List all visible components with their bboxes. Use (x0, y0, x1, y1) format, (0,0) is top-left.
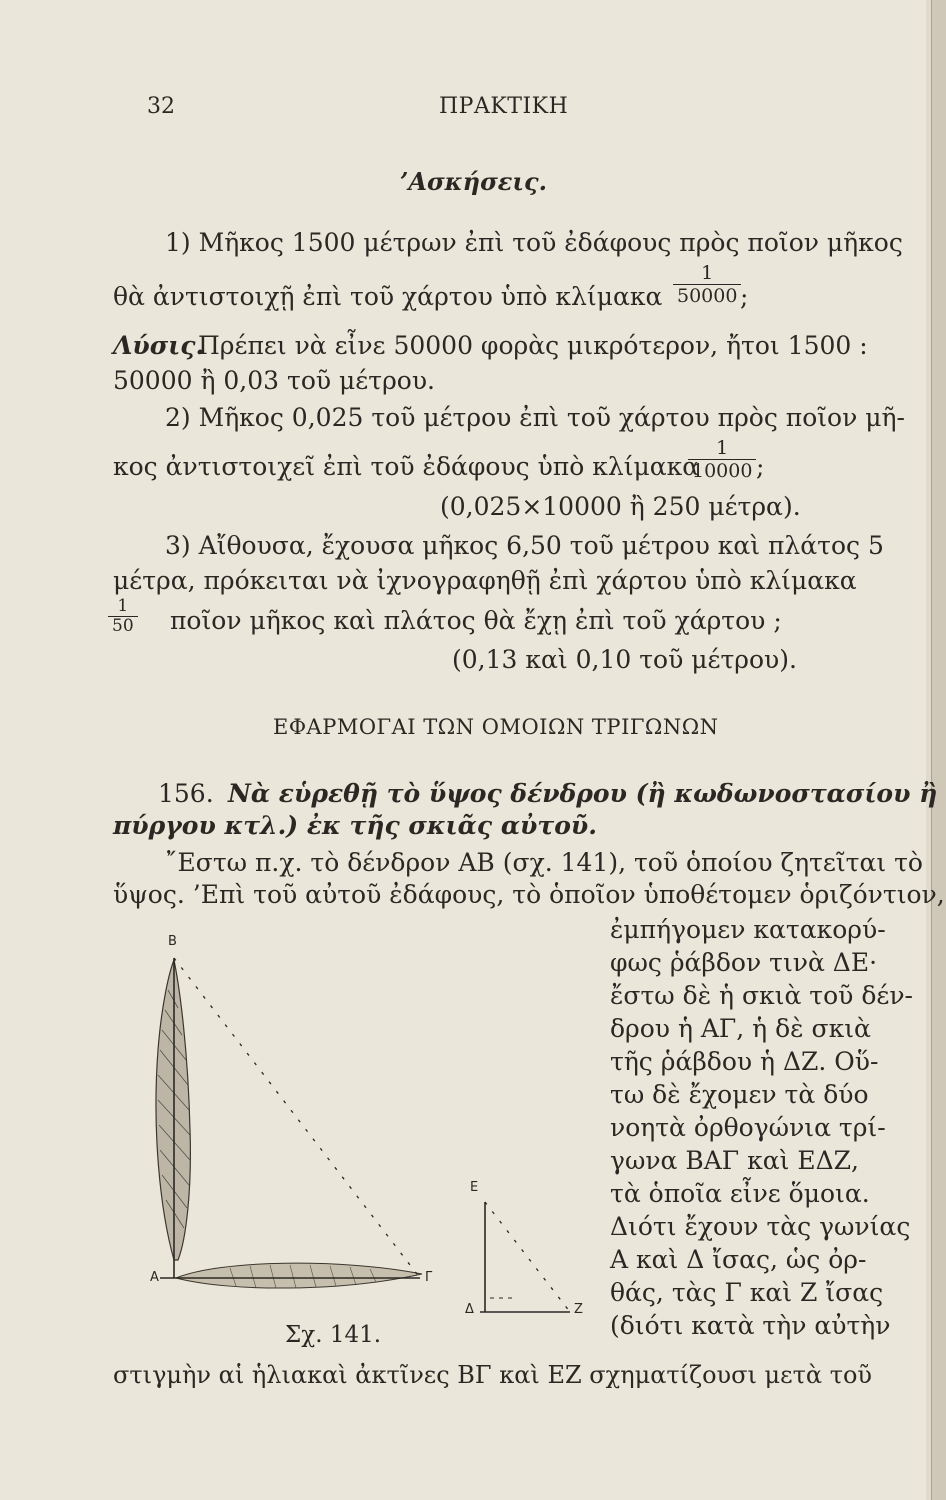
label-e: Ε (470, 1180, 479, 1195)
problem-side-text-line: τὰ ὁποῖα εἶνε ὅμοια. (610, 1179, 870, 1208)
exercise-3-line-1: 3) Αἴθουσα, ἔχουσα μῆκος 6,50 τοῦ μέτρου καὶ πλάτος 5 (165, 531, 884, 560)
running-title: ΠΡΑΚΤΙΚΗ (439, 94, 569, 119)
problem-side-text-line: Α καὶ Δ ἴσας, ὡς ὀρ- (610, 1245, 867, 1274)
problem-side-text-line: ἐμπήγομεν κατακορύ- (610, 915, 886, 944)
solution-line-2: 50000 ἢ 0,03 τοῦ μέτρου. (113, 366, 435, 395)
exercise-2-question-mark: ; (756, 452, 765, 481)
tree-shadow (176, 1263, 422, 1288)
problem-title-line-2: πύργου κτλ.) ἐκ τῆς σκιᾶς αὐτοῦ. (113, 811, 597, 840)
solution-label: Λύσις. (113, 331, 205, 360)
fraction-numerator: 1 (108, 597, 138, 617)
problem-side-text-line: Διότι ἔχουν τὰς γωνίας (610, 1212, 911, 1241)
sun-ray-ez (485, 1202, 570, 1312)
sun-ray-bg (174, 958, 420, 1278)
problem-body-line-2: ὕψος. ’Επὶ τοῦ αὐτοῦ ἐδάφους, τὸ ὁποῖον ὑποθέτομεν ὁριζόντιον, (113, 880, 945, 909)
figure-141 (140, 930, 610, 1330)
problem-body-line-1: ῎Εστω π.χ. τὸ δένδρον ΑΒ (σχ. 141), τοῦ ὁποίου ζητεῖται τὸ (165, 848, 923, 877)
label-a: Α (150, 1270, 159, 1285)
figure-caption: Σχ. 141. (285, 1322, 382, 1348)
exercise-3-line-3: ποῖον μῆκος καὶ πλάτος θὰ ἔχῃ ἐπὶ τοῦ χάρτου ; (170, 606, 782, 635)
exercises-heading: ’Ασκήσεις. (400, 167, 547, 196)
problem-side-text-line: δρου ἡ ΑΓ, ἡ δὲ σκιὰ (610, 1014, 871, 1043)
exercise-2-scale-fraction (688, 437, 756, 482)
exercise-3-answer: (0,13 καὶ 0,10 τοῦ μέτρου). (452, 645, 797, 674)
fraction-denominator: 50000 (677, 285, 738, 307)
problem-side-text-line: γωνα ΒΑΓ καὶ ΕΔΖ, (610, 1146, 859, 1175)
problem-side-text-line: θάς, τὰς Γ καὶ Ζ ἴσας (610, 1278, 884, 1307)
page-number: 32 (147, 94, 175, 119)
fraction-denominator: 50 (112, 616, 134, 636)
exercise-1-line-1: 1) Μῆκος 1500 μέτρων ἐπὶ τοῦ ἐδάφους πρὸς ποῖον μῆκος (165, 228, 903, 257)
tree-shape (156, 958, 190, 1278)
exercise-3-line-2: μέτρα, πρόκειται νὰ ἰχνογραφηθῇ ἐπὶ χάρτου ὑπὸ κλίμακα (113, 566, 857, 595)
problem-side-text-line: νοητὰ ὀρθογώνια τρί- (610, 1113, 886, 1142)
exercise-2-line-1: 2) Μῆκος 0,025 τοῦ μέτρου ἐπὶ τοῦ χάρτου πρὸς ποῖον μῆ- (165, 403, 905, 432)
label-b: Β (168, 934, 177, 949)
problem-number: 156. (158, 779, 214, 808)
fraction-numerator: 1 (673, 262, 741, 285)
problem-side-text-line: φως ῥάβδον τινὰ ΔΕ· (610, 948, 878, 977)
problem-side-text-line: ἔστω δὲ ἡ σκιὰ τοῦ δέν- (610, 981, 913, 1010)
exercise-3-scale-fraction (108, 597, 138, 636)
page-edge (931, 0, 946, 1500)
problem-title-line-1: Νὰ εὑρεθῇ τὸ ὕψος δένδρου (ἢ κωδωνοστασίου ἢ (228, 779, 938, 808)
fraction-denominator: 10000 (692, 460, 753, 482)
label-z: Ζ (574, 1302, 583, 1317)
problem-body-last-line: στιγμὴν αἱ ἡλιακαὶ ἀκτῖνες ΒΓ καὶ ΕΖ σχηματίζουσι μετὰ τοῦ (113, 1361, 873, 1389)
exercise-2-answer: (0,025×10000 ἢ 250 μέτρα). (440, 492, 801, 521)
exercise-1-line-2: θὰ ἀντιστοιχῇ ἐπὶ τοῦ χάρτου ὑπὸ κλίμακα (113, 282, 663, 311)
exercise-2-line-2: κος ἀντιστοιχεῖ ἐπὶ τοῦ ἐδάφους ὑπὸ κλίμακα (113, 452, 700, 481)
problem-side-text-line: (διότι κατὰ τὴν αὐτὴν (610, 1311, 891, 1340)
label-g: Γ (425, 1270, 433, 1285)
label-d: Δ (465, 1302, 474, 1317)
section-title: ΕΦΑΡΜΟΓΑΙ ΤΩΝ ΟΜΟΙΩΝ ΤΡΙΓΩΝΩΝ (273, 715, 719, 739)
fraction-numerator: 1 (688, 437, 756, 460)
exercise-1-question-mark: ; (740, 282, 749, 311)
exercise-1-scale-fraction (673, 262, 741, 307)
problem-side-text-line: τῆς ῥάβδου ἡ ΔΖ. Οὕ- (610, 1047, 879, 1076)
solution-line-1: Πρέπει νὰ εἶνε 50000 φορὰς μικρότερον, ἤτοι 1500 : (198, 331, 868, 360)
problem-side-text-line: τω δὲ ἔχομεν τὰ δύο (610, 1080, 869, 1109)
figure-141-drawing (140, 930, 610, 1330)
